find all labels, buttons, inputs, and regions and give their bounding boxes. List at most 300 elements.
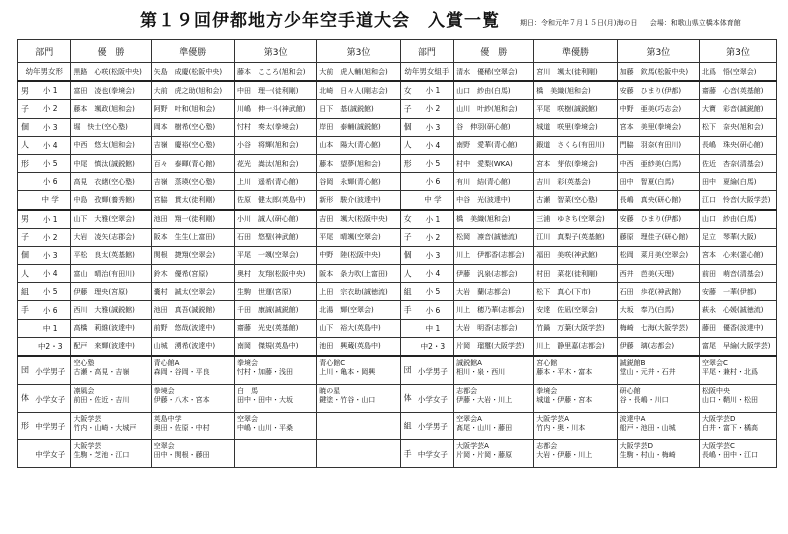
table-row — [18, 173, 777, 191]
result-cell: 中西 亜紗美(白馬) — [617, 154, 699, 172]
table-row — [18, 356, 777, 384]
division-sub: 小学女子 — [417, 394, 448, 404]
group-char: 女 — [403, 214, 412, 224]
table-row — [18, 265, 777, 283]
group-char: 団 — [403, 365, 412, 375]
result-cell: 宮心館 藤本・平木・富本 — [534, 356, 617, 384]
result-cell: 宮本 芽依(拳境会) — [534, 154, 617, 172]
group-char: 組 — [403, 287, 412, 297]
table-row — [18, 100, 777, 118]
group-char: 人 — [403, 269, 412, 279]
header-row — [18, 40, 777, 63]
division-sub: 小 4 — [42, 269, 58, 279]
result-cell: 中西 悠太(旭和会) — [71, 136, 151, 154]
result-cell: 山下 大雅(空翠会) — [71, 210, 151, 229]
division-label: 幼年男女組手 — [400, 63, 453, 82]
result-cell: 前田 萌音(清基会) — [699, 265, 776, 283]
division-sub: 中 1 — [425, 323, 441, 333]
result-cell: 宮川 颯太(徒利剛) — [534, 63, 617, 82]
result-cell: 萩永 心媛(誠徳流) — [699, 301, 776, 319]
group-char: 個 — [21, 122, 29, 132]
result-cell: 西川 大雅(誠鋭館) — [71, 301, 151, 319]
result-cell: 江口 怜音(大阪学芸) — [699, 191, 776, 210]
division-label — [18, 173, 71, 191]
division-label — [18, 319, 71, 337]
table-row — [18, 246, 777, 264]
result-cell: 岸田 泰輔(誠鋭館) — [317, 118, 400, 136]
table-row — [18, 118, 777, 136]
division-label — [400, 246, 453, 264]
result-cell — [317, 440, 400, 468]
group-char: 個 — [403, 122, 412, 132]
group-char: 手 — [403, 305, 412, 315]
result-cell: 藤原 理佳子(研心館) — [617, 228, 699, 246]
division-sub: 小 6 — [42, 177, 58, 187]
table-row — [18, 319, 777, 337]
division-label — [400, 319, 453, 337]
result-cell: 矢島 成慶(松阪中央) — [151, 63, 234, 82]
division-sub: 小 2 — [425, 104, 441, 114]
division-sub: 小 2 — [425, 232, 441, 242]
result-cell: 平尾 晴颯(空翠会) — [317, 228, 400, 246]
division-label — [400, 228, 453, 246]
group-char: 子 — [21, 104, 29, 114]
division-sub: 中 1 — [42, 323, 58, 333]
result-cell: 藤本 こころ(旭和会) — [234, 63, 316, 82]
table-row — [18, 228, 777, 246]
division-label — [18, 301, 71, 319]
division-label — [18, 228, 71, 246]
table-row — [18, 154, 777, 172]
division-sub: 小 2 — [42, 232, 58, 242]
result-cell: 齋藤 心音(英基館) — [699, 81, 776, 100]
division-sub: 小学男子 — [35, 366, 66, 376]
group-char: 子 — [403, 104, 412, 114]
result-cell: 平尾 咲樹(誠鋭館) — [534, 100, 617, 118]
table-row — [18, 283, 777, 301]
result-cell — [317, 412, 400, 440]
result-cell: 藤田 優香(波達中) — [699, 319, 776, 337]
result-cell: 大前 虎人輔(旭和会) — [317, 63, 400, 82]
division-label — [18, 81, 71, 100]
division-sub: 小 4 — [42, 140, 58, 150]
result-cell: 佐近 杏奈(清基会) — [699, 154, 776, 172]
result-cell: 松岡 菜月美(空翠会) — [617, 246, 699, 264]
column-header: 準優勝 — [151, 40, 234, 63]
result-cell: 片岡 瑠璽(大阪学芸) — [454, 337, 534, 356]
result-cell: 凛風会 前田・佐近・吉川 — [71, 384, 151, 412]
result-cell: 谷 伸羽(研心館) — [454, 118, 534, 136]
result-cell: 吉川 彩(英基会) — [534, 173, 617, 191]
result-cell: 誠鋭館B 堂山・元井・石井 — [617, 356, 699, 384]
result-cell: 阪本 生生(上富田) — [151, 228, 234, 246]
result-cell: 配戸 来輝(波達中) — [71, 337, 151, 356]
division-label — [400, 191, 453, 210]
division-sub: 小 2 — [42, 104, 58, 114]
table-row — [18, 63, 777, 82]
result-cell: 小川 誠人(研心館) — [234, 210, 316, 229]
result-cell: 青心館C 上川・亀本・岡興 — [317, 356, 400, 384]
result-cell: 中田 理一(徒利剛) — [234, 81, 316, 100]
division-sub: 小 1 — [425, 86, 441, 96]
result-cell: 高見 衣緒(空心塾) — [71, 173, 151, 191]
division-label — [18, 337, 71, 356]
division-sub: 小 1 — [425, 214, 441, 224]
result-cell: 安達 佐凪(空翠会) — [534, 301, 617, 319]
result-cell: 松下 奈央(旭和会) — [699, 118, 776, 136]
result-cell: 奥村 友翔(松阪中央) — [234, 265, 316, 283]
group-char: 人 — [403, 140, 412, 150]
result-cell: 大阪学芸 竹内・山崎・大城戸 — [71, 412, 151, 440]
result-cell: 高橋 莉維(波達中) — [71, 319, 151, 337]
division-sub: 小 5 — [425, 287, 441, 297]
result-cell: 伊藤 璃(志都会) — [617, 337, 699, 356]
division-sub: 小学男子 — [417, 366, 448, 376]
result-cell: 大岩 蘭(志都会) — [454, 283, 534, 301]
result-cell: 大寶 彩音(誠鋭館) — [699, 100, 776, 118]
group-char: 体 — [21, 393, 29, 403]
result-cell: 江川 真梨子(英基館) — [534, 228, 617, 246]
division-label — [18, 356, 71, 384]
result-cell: 空翠会 田中・関根・藤田 — [151, 440, 234, 468]
division-sub: 中2・3 — [37, 341, 63, 351]
result-cell: 橋 美織(旭和会) — [534, 81, 617, 100]
result-cell: 三浦 ゆきち(空翠会) — [534, 210, 617, 229]
result-cell: 山口 紗由(白馬) — [454, 81, 534, 100]
result-cell: 中尾 慎汰(誠鋭館) — [71, 154, 151, 172]
result-cell: 谷岡 永輝(青心館) — [317, 173, 400, 191]
group-char: 女 — [403, 86, 412, 96]
division-sub: 小 5 — [42, 287, 58, 297]
division-label — [400, 356, 453, 384]
table-row — [18, 301, 777, 319]
table-row — [18, 136, 777, 154]
result-cell: 小谷 将輝(旭和会) — [234, 136, 316, 154]
result-cell: 足立 琴華(大阪) — [699, 228, 776, 246]
result-cell: 田中 夏綸(白馬) — [699, 173, 776, 191]
division-sub: 中学男子 — [35, 422, 66, 432]
division-sub: 中学女子 — [417, 450, 448, 460]
result-cell: 松阪中央 山口・鞘川・松田 — [699, 384, 776, 412]
result-cell: 宮本 美里(拳境会) — [617, 118, 699, 136]
group-char: 形 — [21, 421, 29, 431]
group-char: 人 — [21, 140, 29, 150]
result-cell: 有川 結(青心館) — [454, 173, 534, 191]
column-header: 第3位 — [317, 40, 400, 63]
result-cell: 北湯 輝(空翠会) — [317, 301, 400, 319]
division-label — [400, 412, 453, 440]
result-cell: 大阪学芸A 竹内・奥・川本 — [534, 412, 617, 440]
result-cell: 南野 愛華(青心館) — [454, 136, 534, 154]
result-cell: 清水 優稀(空翠会) — [454, 63, 534, 82]
group-char: 手 — [21, 305, 29, 315]
table-row — [18, 337, 777, 356]
result-cell: 上川 遥希(青心館) — [234, 173, 316, 191]
result-cell: 石田 歩花(神武館) — [617, 283, 699, 301]
division-sub: 中2・3 — [420, 341, 446, 351]
division-sub: 小 5 — [42, 159, 58, 169]
result-cell: 誠鋭館A 相川・泉・西川 — [454, 356, 534, 384]
result-cell: 中野 亜美(巧志会) — [617, 100, 699, 118]
division-sub: 小 6 — [42, 305, 58, 315]
result-cell: 宮本 心来(霊心館) — [699, 246, 776, 264]
table-row — [18, 384, 777, 412]
result-cell: 藤本 颯政(旭和会) — [71, 100, 151, 118]
group-char: 団 — [21, 365, 29, 375]
result-cell: 藤本 望夢(旭和会) — [317, 154, 400, 172]
result-cell: 前野 悠哉(波達中) — [151, 319, 234, 337]
column-header: 優 勝 — [71, 40, 151, 63]
header — [0, 6, 788, 34]
result-cell: 中谷 光(波達中) — [454, 191, 534, 210]
result-cell: 花光 嵩汰(旭和会) — [234, 154, 316, 172]
division-label — [18, 118, 71, 136]
event-date: 期日：令和元年７月１５日(月)海の日 — [520, 19, 638, 27]
result-cell: 田中 智夏(白馬) — [617, 173, 699, 191]
result-cell: 富田 凌也(拳境会) — [71, 81, 151, 100]
result-cell: 富山 晴治(有田川) — [71, 265, 151, 283]
division-label — [400, 81, 453, 100]
division-sub: 小 3 — [42, 122, 58, 132]
division-label — [400, 210, 453, 229]
group-char: 体 — [403, 393, 412, 403]
result-cell: 松下 真心(下市) — [534, 283, 617, 301]
table-row — [18, 412, 777, 440]
result-cell: 佐原 健太郎(英島中) — [234, 191, 316, 210]
result-cell: 中野 陸(松阪中央) — [317, 246, 400, 264]
division-label — [18, 136, 71, 154]
division-label — [400, 384, 453, 412]
result-cell: 大阪学芸D 白井・富下・橘高 — [699, 412, 776, 440]
group-char: 子 — [403, 232, 412, 242]
result-cell: 空心塾 古瀬・高見・吉嶺 — [71, 356, 151, 384]
group-char: 形 — [403, 159, 412, 169]
result-cell: 池田 真吾(誠鋭館) — [151, 301, 234, 319]
result-cell: 川嶋 伸一斗(神武館) — [234, 100, 316, 118]
division-sub: 小 1 — [42, 214, 58, 224]
result-cell: 拳境会 伊藤・八木・宮本 — [151, 384, 234, 412]
result-cell: 富尾 早綸(大阪学芸) — [699, 337, 776, 356]
result-cell: 白 馬 田中・田中・大坂 — [234, 384, 316, 412]
division-sub: 小 6 — [425, 177, 441, 187]
result-cell: 嚢村 誠太(空翠会) — [151, 283, 234, 301]
result-cell: 暁の星 鍵塗・竹谷・山口 — [317, 384, 400, 412]
division-label — [400, 173, 453, 191]
result-cell: 北爲 悟(空翠会) — [699, 63, 776, 82]
result-cell: 中島 孜輝(養秀館) — [71, 191, 151, 210]
result-cell: 門脇 羽奈(有田川) — [617, 136, 699, 154]
division-label — [400, 301, 453, 319]
result-cell: 長嶋 珠央(研心館) — [699, 136, 776, 154]
group-char: 組 — [21, 287, 29, 297]
table-row — [18, 210, 777, 229]
result-cell: 松岡 凛音(誠徳流) — [454, 228, 534, 246]
division-label — [18, 283, 71, 301]
event-meta — [520, 18, 751, 28]
result-cell: 山下 裕大(英島中) — [317, 319, 400, 337]
column-header: 部門 — [18, 40, 71, 63]
result-cell: 堀 快士(空心塾) — [71, 118, 151, 136]
division-label — [400, 154, 453, 172]
division-label — [18, 100, 71, 118]
result-cell: 志都会 大岩・伊藤・川上 — [534, 440, 617, 468]
group-char: 個 — [403, 250, 412, 260]
result-cell: 加藤 欽馬(松阪中央) — [617, 63, 699, 82]
result-cell: 福田 美咲(神武館) — [534, 246, 617, 264]
result-cell: 新形 駿介(波達中) — [317, 191, 400, 210]
result-cell: 村田 菜花(徒利剛) — [534, 265, 617, 283]
division-label — [18, 265, 71, 283]
result-cell: 梅崎 七海(大阪学芸) — [617, 319, 699, 337]
division-sub: 小 3 — [42, 250, 58, 260]
result-cell: 宮脇 貫太(徒利剛) — [151, 191, 234, 210]
division-label — [400, 440, 453, 468]
division-label — [18, 384, 71, 412]
group-char: 手 — [403, 449, 412, 459]
division-label — [18, 412, 71, 440]
result-cell: 青心館A 森岡・谷岡・平良 — [151, 356, 234, 384]
division-sub: 小 1 — [42, 86, 58, 96]
column-header: 第3位 — [699, 40, 776, 63]
division-sub: 小 5 — [425, 159, 441, 169]
result-cell: 古瀬 智菜(空心塾) — [534, 191, 617, 210]
group-char: 組 — [403, 421, 412, 431]
result-cell: 橋 美織(旭和会) — [454, 210, 534, 229]
result-cell: 黒路 心咲(松阪中央) — [71, 63, 151, 82]
results-table — [17, 39, 777, 468]
result-cell: 日下 基(誠鋭館) — [317, 100, 400, 118]
column-header: 優 勝 — [454, 40, 534, 63]
division-label — [18, 440, 71, 468]
division-label: 幼年男女形 — [18, 63, 71, 82]
result-cell: 西井 芭美(天理) — [617, 265, 699, 283]
result-cell: 大阪学芸D 生駒・村山・梅崎 — [617, 440, 699, 468]
result-cell: 城道 咲里(拳境会) — [534, 118, 617, 136]
result-cell: 百々 泰暉(青心館) — [151, 154, 234, 172]
result-cell: 大阪学芸C 長嶋・田中・江口 — [699, 440, 776, 468]
result-cell: 北崎 日々人(剛志会) — [317, 81, 400, 100]
division-label — [400, 136, 453, 154]
result-cell: 阪本 条力吹(上富田) — [317, 265, 400, 283]
result-cell: 千田 康誠(誠鋭館) — [234, 301, 316, 319]
result-cell: 安藤 一華(伊都) — [699, 283, 776, 301]
result-cell: 齋藤 光史(英基館) — [234, 319, 316, 337]
result-cell: 拳境会 忖村・加藤・浅田 — [234, 356, 316, 384]
result-cell: 大岩 明香(志都会) — [454, 319, 534, 337]
result-cell: 池田 興蔵(英島中) — [317, 337, 400, 356]
division-sub: 小 3 — [425, 122, 441, 132]
result-cell: 志都会 伊藤・大岩・川上 — [454, 384, 534, 412]
group-char: 男 — [21, 214, 29, 224]
result-cell: 山川 叶紗(旭和会) — [454, 100, 534, 118]
result-cell: 上田 宗衣助(誠徳流) — [317, 283, 400, 301]
result-cell: 山本 陽大(青心館) — [317, 136, 400, 154]
result-cell: 研心館 谷・長嶋・川口 — [617, 384, 699, 412]
division-label — [400, 100, 453, 118]
division-sub: 小 6 — [425, 305, 441, 315]
division-sub: 中 学 — [424, 195, 442, 205]
result-cell: 空翠会A 髙尾・山川・藤田 — [454, 412, 534, 440]
result-cell: 南岡 傑規(英島中) — [234, 337, 316, 356]
result-cell: 空翠会 中嶋・山川・平桑 — [234, 412, 316, 440]
result-cell: 長嶋 真央(研心館) — [617, 191, 699, 210]
division-label — [400, 283, 453, 301]
result-cell: 大阪学芸A 片岡・片岡・藤原 — [454, 440, 534, 468]
result-cell — [234, 440, 316, 468]
group-char: 子 — [21, 232, 29, 242]
result-cell: 吉嶺 慶裕(空心塾) — [151, 136, 234, 154]
result-cell: 安藤 ひまり(伊都) — [617, 81, 699, 100]
result-cell: 山口 紗由(白馬) — [699, 210, 776, 229]
division-sub: 小学男子 — [417, 422, 448, 432]
division-label — [400, 118, 453, 136]
result-cell: 拳境会 城道・伊藤・宮本 — [534, 384, 617, 412]
result-cell: 石田 悠聖(神武館) — [234, 228, 316, 246]
result-cell: 川上 伊都香(志都会) — [454, 246, 534, 264]
division-sub: 小 4 — [425, 269, 441, 279]
division-sub: 中 学 — [41, 195, 59, 205]
result-cell: 大前 虎之助(旭和会) — [151, 81, 234, 100]
column-header: 部門 — [400, 40, 453, 63]
page-title: 第１９回伊都地方少年空手道大会 入賞一覧 — [140, 11, 500, 31]
result-cell: 鈴木 優希(宮原) — [151, 265, 234, 283]
division-sub: 小 4 — [425, 140, 441, 150]
division-label — [400, 337, 453, 356]
result-cell: 竹鍋 万葉(大阪学芸) — [534, 319, 617, 337]
result-cell: 村中 愛梨(WKA) — [454, 154, 534, 172]
result-cell: 英島中学 奥田・佐原・中村 — [151, 412, 234, 440]
event-venue: 会場：和歌山県立橋本体育館 — [649, 19, 741, 27]
result-cell: 平尾 一颯(空翠会) — [234, 246, 316, 264]
table-row — [18, 440, 777, 468]
division-sub: 小 3 — [425, 250, 441, 260]
column-header: 準優勝 — [534, 40, 617, 63]
group-char: 男 — [21, 86, 29, 96]
column-header: 第3位 — [617, 40, 699, 63]
result-cell: 関根 捷翔(空翠会) — [151, 246, 234, 264]
group-char: 個 — [21, 250, 29, 260]
division-label — [400, 265, 453, 283]
division-label — [18, 210, 71, 229]
result-cell: 吉嶺 蒸瑛(空心塾) — [151, 173, 234, 191]
column-header: 第3位 — [234, 40, 316, 63]
group-char: 人 — [21, 269, 29, 279]
result-cell: 川上 静里嘉(志都会) — [534, 337, 617, 356]
result-cell: 岡本 樹希(空心塾) — [151, 118, 234, 136]
result-cell: 伊藤 汎泉(志都会) — [454, 265, 534, 283]
result-cell: 川上 穂乃華(志都会) — [454, 301, 534, 319]
result-cell: 大阪学芸 生駒・芝池・江口 — [71, 440, 151, 468]
result-cell: 大坂 奉乃(白馬) — [617, 301, 699, 319]
division-label — [18, 154, 71, 172]
result-cell: 池田 翔一(徒利剛) — [151, 210, 234, 229]
division-sub: 中学女子 — [35, 450, 66, 460]
result-cell: 吉田 颯大(松阪中央) — [317, 210, 400, 229]
division-label — [18, 246, 71, 264]
group-char: 形 — [21, 159, 29, 169]
result-cell: 波達中A 船戸・池田・山城 — [617, 412, 699, 440]
result-cell: 山城 湧希(波達中) — [151, 337, 234, 356]
division-sub: 小学女子 — [35, 394, 66, 404]
division-label — [18, 191, 71, 210]
table-row — [18, 81, 777, 100]
result-cell: 平松 良太(英基館) — [71, 246, 151, 264]
result-cell: 安藤 ひまり(伊都) — [617, 210, 699, 229]
result-cell: 阿野 叶和(旭和会) — [151, 100, 234, 118]
result-cell: 鍜道 さくら(有田川) — [534, 136, 617, 154]
table-row — [18, 191, 777, 210]
result-cell: 大岩 凌矢(志郡会) — [71, 228, 151, 246]
